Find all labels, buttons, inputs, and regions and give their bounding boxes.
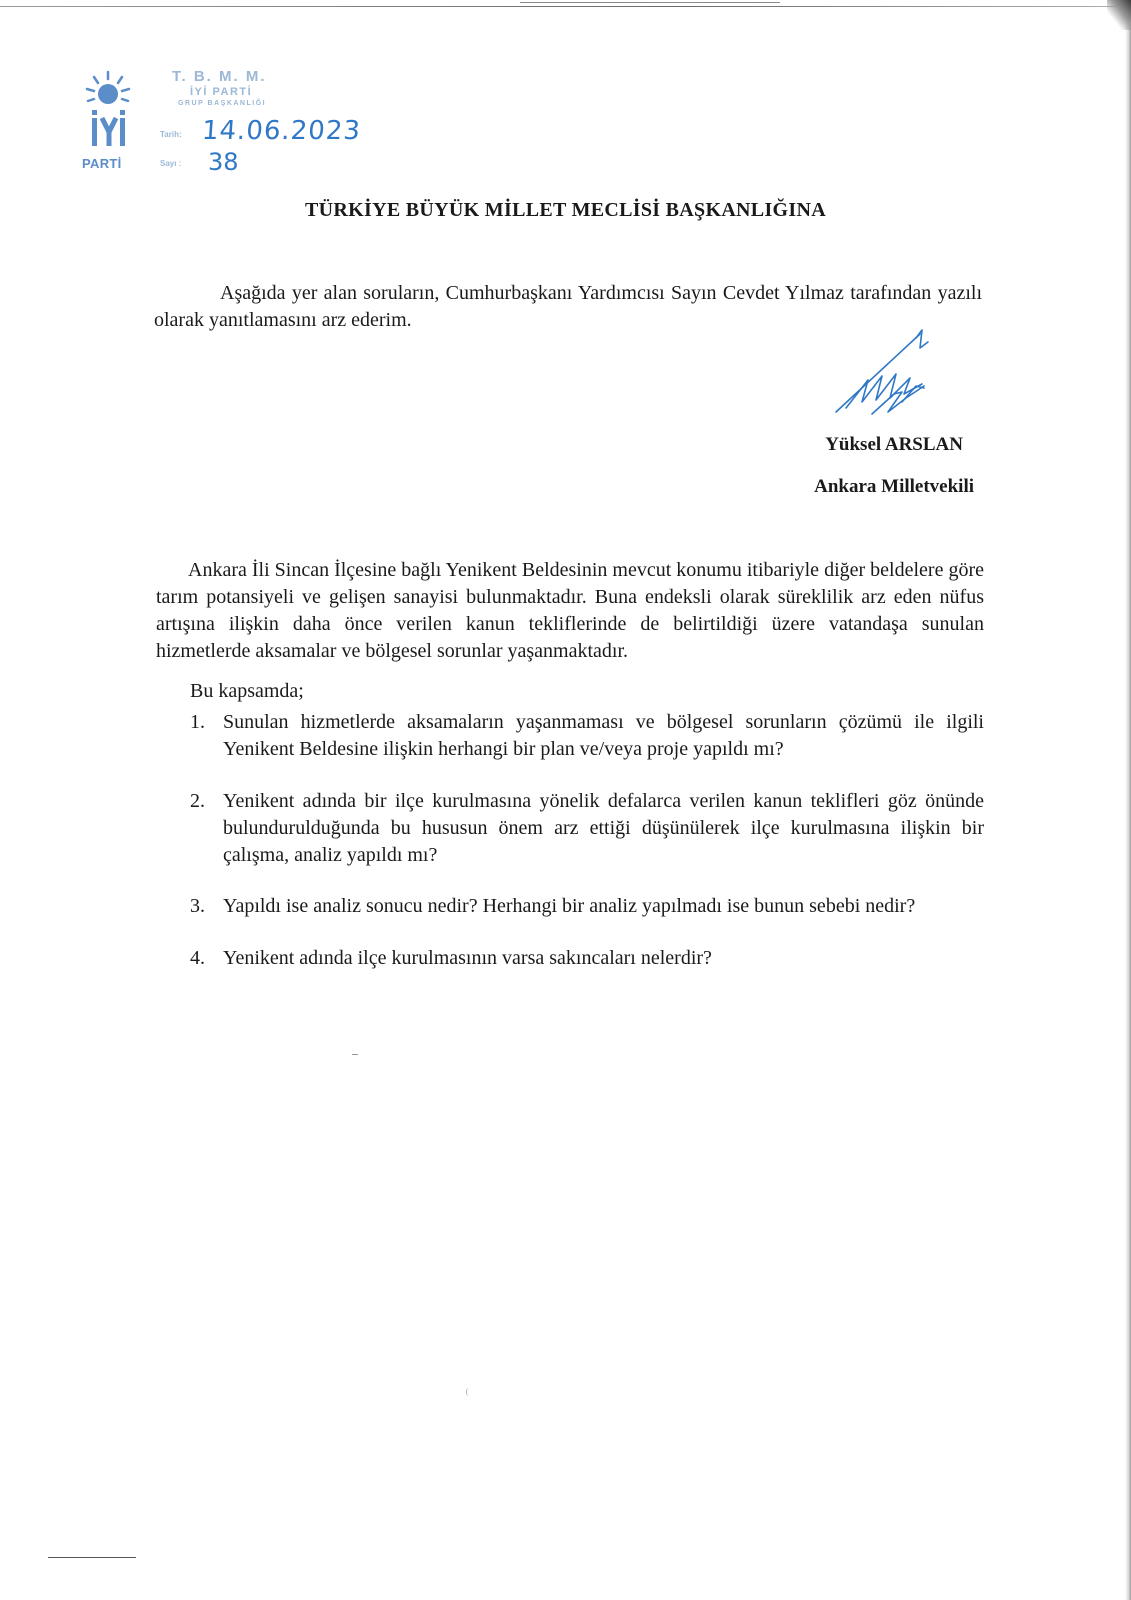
signer-title: Ankara Milletvekili [814,476,974,497]
question-number: 2. [190,790,205,812]
scan-corner-shadow [1107,0,1131,30]
question-number: 4. [190,947,205,969]
stamp-date-value: 14.06.2023 [200,116,362,146]
question-text: Sunulan hizmetlerde aksamaların yaşanmaması ve bölgesel sorunların çözümü ile ilgili Yenikent Beldesine ilişkin herhangi bir plan ve/veya proje yapıldı mı? [223,711,984,760]
scan-edge-shadow [1125,0,1131,1600]
scan-mark [352,1054,358,1055]
question-number: 1. [190,711,205,733]
stamp-parliament-line: T. B. M. M. [172,68,267,85]
stamp-number-label: Sayı : [160,159,182,168]
question-item [190,788,984,869]
question-text: Yenikent adında bir ilçe kurulmasına yönelik defalarca verilen kanun teklifleri göz önünde bulundurulduğunda bu hususun önem arz ettiği düşünülerek ilçe kurulmasına ilişkin bir çalışma, analiz yapıldı mı? [223,790,984,866]
body-paragraph: Ankara İli Sincan İlçesine bağlı Yenikent Beldesinin mevcut konumu itibariyle diğer beldelere göre tarım potansiyeli ve gelişen sanayisi bulunmaktadır. Buna endeksli olarak süreklilik arz eden nüfus artışına ilişkin daha önce verilen kanun tekliflerinde de belirtildiği üzere vatandaşa sunulan hizmetlerde aksamalar ve bölgesel sorunlar yaşanmaktadır. [156,559,984,662]
party-logo-text: PARTİ [82,156,122,171]
sun-logo-icon [80,70,136,160]
question-item [190,945,984,972]
handwritten-signature [832,328,952,428]
question-item [190,709,984,763]
scope-line: Bu kapsamda; [190,680,304,702]
scan-border-line [520,2,780,3]
question-text: Yenikent adında ilçe kurulmasının varsa sakıncaları nelerdir? [223,947,712,969]
stamp-party-line: İYİ PARTİ [190,86,253,98]
stamp-date-label: Tarih: [160,130,182,139]
intro-paragraph: Aşağıda yer alan soruların, Cumhurbaşkanı Yardımcısı Sayın Cevdet Yılmaz tarafından yazılı olarak yanıtlamasını arz ederim. [154,282,982,331]
question-item [190,893,984,920]
stamp-number-value: 38 [208,148,239,176]
scan-border-line [0,6,1131,7]
scan-mark [466,1388,472,1396]
registration-stamp [150,68,362,178]
scan-mark [48,1557,136,1558]
stamp-office-line: GRUP BAŞKANLIĞI [178,100,267,107]
question-text: Yapıldı ise analiz sonucu nedir? Herhangi bir analiz yapılmadı ise bunun sebebi nedir? [223,895,916,917]
signer-name: Yüksel ARSLAN [825,434,963,455]
document-heading: TÜRKİYE BÜYÜK MİLLET MECLİSİ BAŞKANLIĞINA [305,199,826,221]
question-number: 3. [190,895,205,917]
